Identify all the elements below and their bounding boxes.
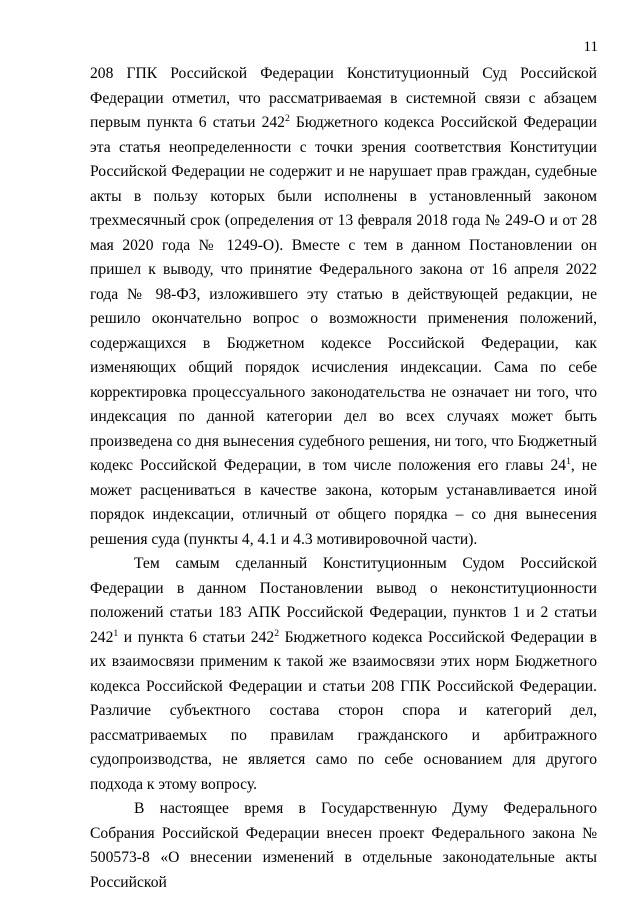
paragraph-text: и пункта 6 статьи 242 <box>118 628 275 646</box>
paragraph-2 <box>90 552 597 797</box>
paragraph-3 <box>90 797 597 895</box>
paragraph-text: , не может расцениваться в качестве закона, которым устанавливается иной порядок индексации, отличный от общего порядка – со дня вынесения решения суда (пункты 4, 4.1 и 4.3 мотивировочной части). <box>90 457 597 548</box>
body-text <box>90 62 597 895</box>
paragraph-text: Тем самым сделанный Конституционным Судом Российской Федерации в данном Постановлении вывод о неконституционности положений статьи 183 АПК Российской Федерации, пунктов 1 и 2 статьи 242 <box>90 555 597 646</box>
superscript: 1 <box>113 627 119 639</box>
superscript: 1 <box>566 455 571 467</box>
paragraph-1 <box>90 62 597 552</box>
page-number: 11 <box>583 39 598 55</box>
paragraph-text: Бюджетного кодекса Российской Федерации эта статья неопределенности с точки зрения соответствия Конституции Российской Федерации не содержит и не нарушает прав граждан, судебные акты в пользу которых были исполнены в установленный законом трехмесячный срок (определения от 13 февраля 2018 года № 249-О и от 28 мая 2020 года № 1249-О). Вместе с тем в данном Постановлении он пришел к выводу, что принятие Федерального закона от 16 апреля 2022 года № 98-ФЗ, изложившего эту статью в действующей редакции, не решило окончательно вопрос о возможности применения положений, содержащихся в Бюджетном кодексе Российской Федерации, как изменяющих общий порядок исчисления индексации. Сама по себе корректировка процессуального законодательства не означает ни того, что индексация по данной категории дел во всех случаях может быть произведена со дня вынесения судебного решения, ни того, что Бюджетный кодекс Российской Федерации, в том числе положения его главы 24 <box>90 114 597 474</box>
superscript: 2 <box>284 112 290 124</box>
paragraph-text: В настоящее время в Государственную Думу Федерального Собрания Российской Федерации внесен проект Федерального закона № 500573-8 «О внесении изменений в отдельные законодательные акты Российской <box>90 800 597 891</box>
paragraph-text: Бюджетного кодекса Российской Федерации в их взаимосвязи применим к такой же взаимосвязи этих норм Бюджетного кодекса Российской Федерации и статьи 208 ГПК Российской Федерации. Различие субъектного состава сторон спора и категорий дел, рассматриваемых по правилам гражданского и арбитражного судопроизводства, не является само по себе основанием для другого подхода к этому вопросу. <box>90 628 597 793</box>
paragraph-text: 208 ГПК Российской Федерации Конституционный Суд Российской Федерации отметил, что рассматриваемая в системной связи с абзацем первым пункта 6 статьи 242 <box>90 65 597 131</box>
superscript: 2 <box>274 627 280 639</box>
